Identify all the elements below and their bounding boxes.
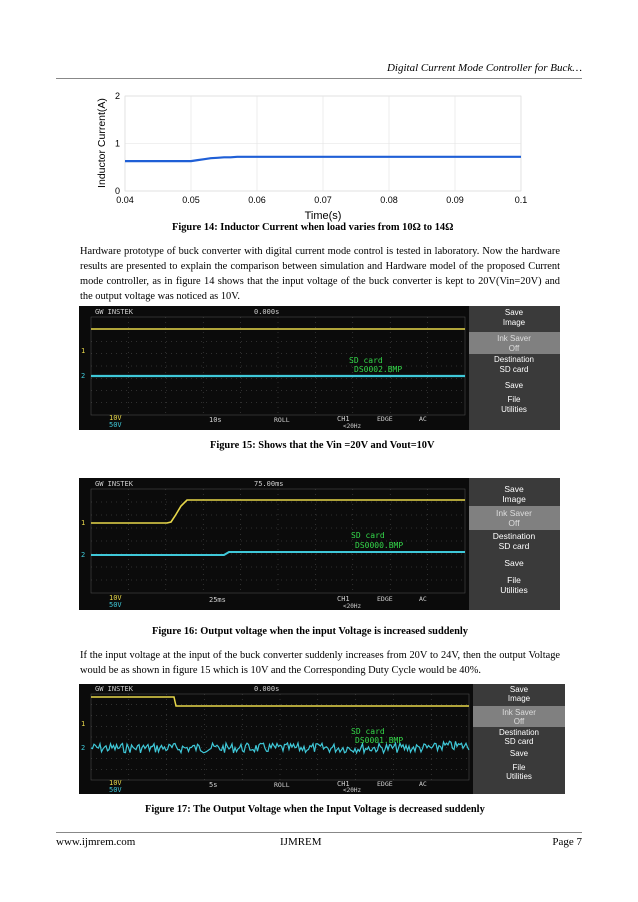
menu-destination-line2[interactable]: SD card	[504, 737, 534, 746]
menu-save[interactable]: Save	[509, 749, 529, 758]
paragraph-input-increase: If the input voltage at the input of the buck converter suddenly increases from 20V to 24V, then the output Voltage would be as shown in figure 15 which is 10V and the Corresponding Duty Cycle would be 40%.	[80, 650, 560, 676]
menu-ink-saver-line1[interactable]: Ink Saver	[497, 334, 531, 343]
menu-ink-saver-line2[interactable]: Off	[508, 344, 520, 353]
ch2-marker: 2	[81, 551, 86, 559]
footer-page-number: Page 7	[552, 836, 582, 848]
figure-17-caption: Figure 17: The Output Voltage when the Input Voltage is decreased suddenly	[145, 804, 485, 815]
x-tick-label: 0.04	[116, 195, 134, 205]
roll-mode: ROLL	[274, 416, 290, 424]
figure-15-caption: Figure 15: Shows that the Vin =20V and Vout=10V	[210, 440, 435, 451]
ch1-marker: 1	[81, 519, 86, 527]
ch1-scale: 10V	[109, 779, 122, 787]
ch1-marker: 1	[81, 720, 86, 728]
timebase: 5s	[209, 781, 218, 789]
saved-filename: DS0002.BMP	[354, 365, 403, 374]
oscilloscope-figure-17	[79, 684, 565, 794]
footer-divider	[56, 832, 582, 833]
saved-filename: DS0001.BMP	[355, 736, 404, 745]
frequency-readout: <20Hz	[343, 787, 362, 794]
figure-14-caption: Figure 14: Inductor Current when load varies from 10Ω to 14Ω	[172, 222, 454, 233]
trigger-source: CH1	[337, 780, 350, 788]
menu-file-utilities-line1[interactable]: File	[507, 395, 521, 404]
timebase: 25ms	[209, 596, 226, 604]
menu-file-utilities-line2[interactable]: Utilities	[501, 405, 527, 414]
footer-journal: IJMREM	[280, 836, 322, 848]
coupling: AC	[419, 595, 427, 603]
menu-save-image-line1[interactable]: Save	[509, 685, 529, 694]
time-readout: 75.00ms	[254, 480, 284, 488]
sd-card-label: SD card	[351, 531, 385, 540]
trigger-source: CH1	[337, 415, 350, 423]
header-divider	[56, 78, 582, 79]
x-tick-label: 0.07	[314, 195, 332, 205]
y-tick-label: 2	[114, 91, 120, 101]
y-tick-label: 1	[114, 138, 120, 149]
sd-card-label: SD card	[349, 356, 383, 365]
menu-ink-saver-line1[interactable]: Ink Saver	[496, 508, 532, 518]
x-tick-label: 0.06	[248, 195, 266, 205]
ch2-marker: 2	[81, 372, 86, 380]
coupling: AC	[419, 780, 427, 788]
ch1-scale: 10V	[109, 594, 122, 602]
inductor-current-chart	[92, 86, 532, 222]
y-tick-label: 0	[114, 186, 120, 196]
oscilloscope-figure-15	[79, 306, 560, 430]
menu-destination-line1[interactable]: Destination	[492, 531, 536, 541]
scope-brand: GW INSTEK	[95, 685, 133, 693]
scope-softkey-menu	[473, 684, 565, 794]
ch2-scale: 50V	[109, 421, 122, 429]
trigger-source: CH1	[337, 595, 350, 603]
x-tick-label: 0.05	[182, 195, 200, 205]
trigger-type: EDGE	[377, 415, 393, 423]
paragraph-hardware-prototype: Hardware prototype of buck converter with digital current mode control is tested in laboratory. Now the hardware results are presented to explain the comparison between simulation and Hardware model of the proposed Current mode controller, as in figure 14 shows that the input voltage of the buck converter is kept to 20V(Vin=20V) and the output voltage was noticed as 10V.	[80, 246, 560, 302]
oscilloscope-figure-16	[79, 478, 560, 610]
x-tick-label: 0.08	[380, 195, 398, 205]
menu-ink-saver-line2[interactable]: Off	[508, 518, 520, 528]
menu-save-image-line2[interactable]: Image	[502, 494, 526, 504]
ch1-scale: 10V	[109, 414, 122, 422]
scope-brand: GW INSTEK	[95, 480, 133, 488]
menu-ink-saver-line2[interactable]: Off	[513, 717, 525, 726]
frequency-readout: <20Hz	[343, 423, 362, 430]
menu-file-utilities-line1[interactable]: File	[507, 575, 521, 585]
y-axis-label: Inductor Current(A)	[96, 98, 108, 188]
menu-file-utilities-line1[interactable]: File	[512, 763, 526, 772]
time-readout: 0.000s	[254, 308, 280, 316]
menu-destination-line2[interactable]: SD card	[498, 541, 530, 551]
menu-save-image-line2[interactable]: Image	[502, 318, 526, 327]
coupling: AC	[419, 415, 427, 423]
ch2-scale: 50V	[109, 601, 122, 609]
menu-save[interactable]: Save	[504, 558, 524, 568]
running-header: Digital Current Mode Controller for Buck…	[386, 62, 582, 74]
menu-destination-line1[interactable]: Destination	[493, 355, 535, 364]
menu-ink-saver-line1[interactable]: Ink Saver	[502, 708, 536, 717]
scope-softkey-menu	[469, 306, 560, 430]
x-axis-label: Time(s)	[304, 210, 342, 222]
frequency-readout: <20Hz	[343, 603, 362, 610]
scope-softkey-menu	[469, 478, 560, 610]
x-tick-label: 0.1	[514, 195, 528, 205]
menu-save-image-line1[interactable]: Save	[504, 308, 524, 317]
ch2-marker: 2	[81, 744, 86, 752]
menu-destination-line1[interactable]: Destination	[498, 728, 540, 737]
menu-file-utilities-line2[interactable]: Utilities	[506, 772, 532, 781]
footer-website-link[interactable]: www.ijmrem.com	[56, 836, 136, 848]
menu-save[interactable]: Save	[504, 381, 524, 390]
trigger-type: EDGE	[377, 595, 393, 603]
scope-brand: GW INSTEK	[95, 308, 133, 316]
roll-mode: ROLL	[274, 781, 290, 789]
menu-destination-line2[interactable]: SD card	[499, 365, 529, 374]
menu-save-image-line1[interactable]: Save	[504, 484, 524, 494]
timebase: 10s	[209, 416, 222, 424]
menu-file-utilities-line2[interactable]: Utilities	[500, 585, 528, 595]
figure-16-caption: Figure 16: Output voltage when the input Voltage is increased suddenly	[152, 626, 468, 637]
saved-filename: DS0000.BMP	[355, 541, 404, 550]
x-tick-label: 0.09	[446, 195, 464, 205]
sd-card-label: SD card	[351, 727, 385, 736]
ch2-scale: 50V	[109, 786, 122, 794]
menu-save-image-line2[interactable]: Image	[507, 694, 531, 703]
trigger-type: EDGE	[377, 780, 393, 788]
ch1-marker: 1	[81, 347, 86, 355]
time-readout: 0.000s	[254, 685, 280, 693]
